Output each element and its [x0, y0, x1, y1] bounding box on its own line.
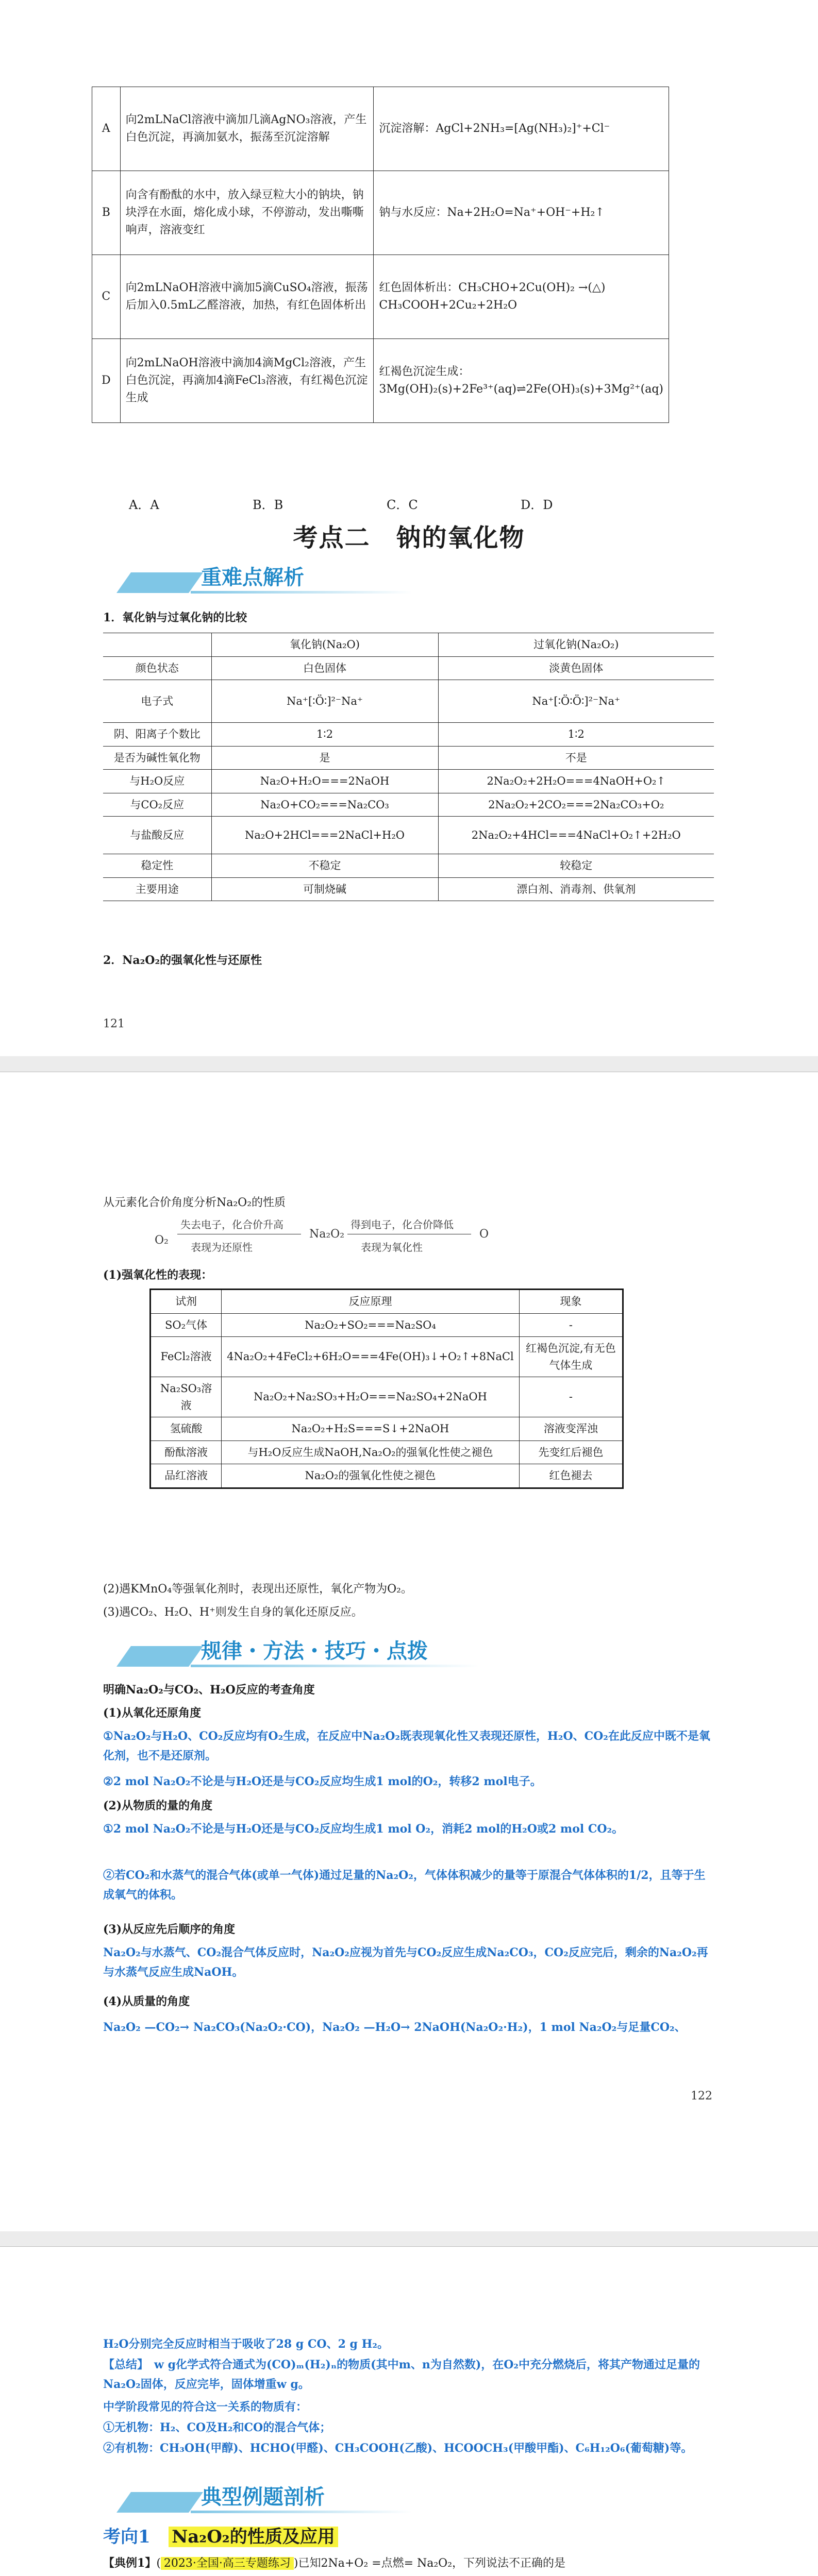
method-heading: (3)从反应先后顺序的角度	[103, 1923, 236, 1936]
principle-cell: Na₂O₂的强氧化性使之褪色	[222, 1464, 520, 1488]
principle-cell: Na₂O₂+Na₂SO₃+H₂O===Na₂SO₄+2NaOH	[222, 1377, 520, 1417]
page-1	[0, 0, 818, 1056]
row-label: C	[92, 255, 121, 339]
row-key: 是否为碱性氧化物	[103, 746, 211, 770]
row-label: D	[92, 339, 121, 423]
banner-title: 规律・方法・技巧・点拨	[201, 1639, 428, 1663]
cont-text: H₂O分别完全反应时相当于吸收了28 g CO、2 g H₂。	[103, 2337, 389, 2351]
paragraph: (3)遇CO₂、H₂O、H⁺则发生自身的氧化还原反应。	[103, 1606, 363, 1619]
table-row	[103, 854, 714, 878]
phenomenon-cell: -	[519, 1313, 623, 1337]
method-heading: (1)从氧化还原角度	[103, 1706, 202, 1720]
reagent-cell: 品红溶液	[151, 1464, 222, 1488]
method-heading: (2)从物质的量的角度	[103, 1799, 213, 1812]
example-1: 【典例1】( 2023·全国·高三专题练习 )已知2Na+O₂ =点燃= Na₂O₂，下列说法不正确的是	[103, 2556, 566, 2570]
cell-na2o: 不稳定	[211, 854, 438, 878]
valence-scheme	[155, 1216, 515, 1258]
summary-text: 【总结】 w g化学式符合通式为(CO)ₘ(H₂)ₙ的物质(其中m、n为自然数)，在O₂中充分燃烧后，将其产物通过足量的Na₂O₂固体，反应完毕，固体增重w g。	[103, 2358, 700, 2391]
cell-na2o2: 漂白剂、消毒剂、供氧剂	[438, 877, 714, 901]
experiment-cell: 向2mLNaOH溶液中滴加4滴MgCl₂溶液，产生白色沉淀，再滴加4滴FeCl₃溶液，有红褐色沉淀生成	[120, 339, 374, 423]
method-text: ②若CO₂和水蒸气的混合气体(或单一气体)通过足量的Na₂O₂，气体体积减少的量等于原混合气体体积的1/2，且等于生成氧气的体积。	[103, 1869, 706, 1902]
table-header	[103, 633, 211, 657]
row-key: 稳定性	[103, 854, 211, 878]
table-row	[92, 255, 669, 339]
table-header: 试剂	[151, 1290, 222, 1314]
phenomenon-cell: 红褐色沉淀,有无色气体生成	[519, 1337, 623, 1377]
experiment-cell: 向2mLNaCl溶液中滴加几滴AgNO₃溶液，产生白色沉淀，再滴加氨水，振荡至沉淀溶解	[120, 87, 374, 171]
cell-na2o2: Na⁺[∶Ö∶Ö∶]²⁻Na⁺	[438, 680, 714, 723]
section-title: 考点二 钠的氧化物	[293, 523, 525, 552]
scheme-middle: Na₂O₂	[309, 1228, 345, 1241]
page-3	[0, 2246, 818, 2576]
reagent-cell: FeCl₂溶液	[151, 1337, 222, 1377]
row-key: 阴、阳离子个数比	[103, 723, 211, 747]
topic-heading	[103, 2522, 338, 2548]
cell-na2o: 是	[211, 746, 438, 770]
table-header: 氧化钠(Na₂O)	[211, 633, 438, 657]
reagent-cell: 氢硫酸	[151, 1417, 222, 1441]
page-number: 122	[691, 2090, 712, 2103]
intro-text: 从元素化合价角度分析Na₂O₂的性质	[103, 1196, 286, 1209]
topic-number: 考向1	[103, 2527, 151, 2547]
method-text: Na₂O₂与水蒸气、CO₂混合气体反应时，Na₂O₂应视为首先与CO₂反应生成Na₂CO₃，CO₂反应完后，剩余的Na₂O₂再与水蒸气反应生成NaOH。	[103, 1946, 708, 1979]
explanation-cell: 红色固体析出：CH₃CHO+2Cu(OH)₂ →(△) CH₃COOH+2Cu₂+2H₂O	[374, 255, 669, 339]
phenomenon-cell: 溶液变浑浊	[519, 1417, 623, 1441]
source-tag: 2023·全国·高三专题练习	[161, 2557, 294, 2570]
reagent-cell: Na₂SO₃溶液	[151, 1377, 222, 1417]
cell-na2o: 可制烧碱	[211, 877, 438, 901]
scheme-o2: O₂	[155, 1234, 169, 1247]
principle-cell: 4Na₂O₂+4FeCl₂+6H₂O===4Fe(OH)₃↓+O₂↑+8NaCl	[222, 1337, 520, 1377]
oxidation-table	[149, 1289, 624, 1489]
table-row	[92, 87, 669, 171]
cell-na2o2: 较稳定	[438, 854, 714, 878]
cell-na2o: 白色固体	[211, 656, 438, 680]
scheme-right-text2: 表现为氧化性	[361, 1241, 423, 1253]
cont-text: ①无机物：H₂、CO及H₂和CO的混合气体；	[103, 2421, 331, 2434]
cell-na2o2: 1∶2	[438, 723, 714, 747]
reagent-cell: 酚酞溶液	[151, 1440, 222, 1464]
examples-banner	[124, 2479, 412, 2515]
explanation-cell: 钠与水反应：Na+2H₂O=Na⁺+OH⁻+H₂↑	[374, 171, 669, 255]
experiment-table	[92, 87, 669, 423]
cell-na2o2: 2Na₂O₂+4HCl===4NaCl+O₂↑+2H₂O	[438, 817, 714, 854]
cell-na2o2: 2Na₂O₂+2CO₂===2Na₂CO₃+O₂	[438, 793, 714, 817]
subheading: 1．氧化钠与过氧化钠的比较	[103, 611, 247, 624]
row-key: 与盐酸反应	[103, 817, 211, 854]
cell-na2o: Na₂O+CO₂===Na₂CO₃	[211, 793, 438, 817]
cell-na2o: 1∶2	[211, 723, 438, 747]
table-row	[151, 1440, 623, 1464]
method-text: Na₂O₂ —CO₂→ Na₂CO₃(Na₂O₂·CO)，Na₂O₂ —H₂O→ 2NaOH(Na₂O₂·H₂)，1 mol Na₂O₂与足量CO₂、	[103, 2021, 686, 2034]
answer-option[interactable]: A．A	[129, 498, 159, 512]
scheme-left-text: 失去电子，化合价升高	[180, 1218, 283, 1231]
table-row	[103, 817, 714, 854]
cell-na2o: Na₂O+H₂O===2NaOH	[211, 770, 438, 793]
answer-option[interactable]: D．D	[521, 498, 553, 512]
row-key: 颜色状态	[103, 656, 211, 680]
scheme-o: O	[479, 1228, 489, 1241]
paragraph: (2)遇KMnO₄等强氧化剂时，表现出还原性，氧化产物为O₂。	[103, 1583, 413, 1596]
reagent-cell: SO₂气体	[151, 1313, 222, 1337]
row-label: A	[92, 87, 121, 171]
method-text: ①Na₂O₂与H₂O、CO₂反应均有O₂生成，在反应中Na₂O₂既表现氧化性又表现还原性，H₂O、CO₂在此反应中既不是氧化剂，也不是还原剂。	[103, 1730, 710, 1762]
example-label: 【典例1】	[103, 2556, 157, 2570]
principle-cell: Na₂O₂+H₂S===S↓+2NaOH	[222, 1417, 520, 1441]
method-title: 明确Na₂O₂与CO₂、H₂O反应的考查角度	[103, 1683, 315, 1697]
explanation-cell: 沉淀溶解：AgCl+2NH₃=[Ag(NH₃)₂]⁺+Cl⁻	[374, 87, 669, 171]
experiment-cell: 向含有酚酞的水中，放入绿豆粒大小的钠块，钠块浮在水面，熔化成小球，不停游动，发出嘶嘶响声，溶液变红	[120, 171, 374, 255]
table-row	[103, 793, 714, 817]
method-heading: (4)从质量的角度	[103, 1995, 190, 2008]
row-label: B	[92, 171, 121, 255]
table-row	[103, 656, 714, 680]
scheme-left-text2: 表现为还原性	[191, 1241, 253, 1253]
banner-title: 典型例题剖析	[201, 2485, 325, 2509]
table-header: 反应原理	[222, 1290, 520, 1314]
page-2	[0, 1072, 818, 2231]
row-key: 主要用途	[103, 877, 211, 901]
table-row	[151, 1313, 623, 1337]
row-key: 与H₂O反应	[103, 770, 211, 793]
cont-text: 中学阶段常见的符合这一关系的物质有：	[103, 2400, 308, 2414]
page-number: 121	[103, 1018, 125, 1030]
principle-cell: 与H₂O反应生成NaOH,Na₂O₂的强氧化性使之褪色	[222, 1440, 520, 1464]
table-row	[103, 877, 714, 901]
table-row	[103, 746, 714, 770]
principle-cell: Na₂O₂+SO₂===Na₂SO₄	[222, 1313, 520, 1337]
phenomenon-cell: -	[519, 1377, 623, 1417]
method-text: ①2 mol Na₂O₂不论是与H₂O还是与CO₂反应均生成1 mol O₂，消耗2 mol的H₂O或2 mol CO₂。	[103, 1822, 624, 1836]
explanation-cell: 红褐色沉淀生成：3Mg(OH)₂(s)+2Fe³⁺(aq)⇌2Fe(OH)₃(s)+3Mg²⁺(aq)	[374, 339, 669, 423]
question-text: 已知2Na+O₂ =点燃= Na₂O₂，下列说法不正确的是	[298, 2557, 566, 2570]
cell-na2o2: 不是	[438, 746, 714, 770]
cell-na2o: Na₂O+2HCl===2NaCl+H₂O	[211, 817, 438, 854]
table-header: 现象	[519, 1290, 623, 1314]
table-row	[151, 1464, 623, 1488]
oxide-compare-table	[103, 633, 714, 901]
table-row	[151, 1377, 623, 1417]
cell-na2o2: 2Na₂O₂+2H₂O===4NaOH+O₂↑	[438, 770, 714, 793]
cell-na2o2: 淡黄色固体	[438, 656, 714, 680]
table-row	[103, 770, 714, 793]
phenomenon-cell: 红色褪去	[519, 1464, 623, 1488]
topic-title: Na₂O₂的性质及应用	[169, 2527, 338, 2547]
experiment-cell: 向2mLNaOH溶液中滴加5滴CuSO₄溶液，振荡后加入0.5mL乙醛溶液，加热，有红色固体析出	[120, 255, 374, 339]
answer-option[interactable]: B．B	[253, 498, 283, 512]
tips-banner	[124, 1633, 485, 1669]
subheading: 2．Na₂O₂的强氧化性与还原性	[103, 954, 262, 967]
scheme-right-text: 得到电子，化合价降低	[350, 1218, 454, 1231]
table-row	[103, 680, 714, 723]
answer-option[interactable]: C．C	[387, 498, 418, 512]
table-row	[92, 171, 669, 255]
row-key: 与CO₂反应	[103, 793, 211, 817]
table-row	[103, 723, 714, 747]
method-text: ②2 mol Na₂O₂不论是与H₂O还是与CO₂反应均生成1 mol的O₂，转移2 mol电子。	[103, 1775, 542, 1788]
subheading: (1)强氧化性的表现：	[103, 1268, 213, 1282]
table-header: 过氧化钠(Na₂O₂)	[438, 633, 714, 657]
table-row	[92, 339, 669, 423]
cont-text: ②有机物：CH₃OH(甲醇)、HCHO(甲醛)、CH₃COOH(乙酸)、HCOOCH₃(甲酸甲酯)、C₆H₁₂O₆(葡萄糖)等。	[103, 2442, 693, 2455]
table-row	[151, 1417, 623, 1441]
section-banner	[124, 559, 412, 595]
table-row	[151, 1337, 623, 1377]
banner-title: 重难点解析	[201, 565, 304, 589]
cell-na2o: Na⁺[∶Ö∶]²⁻Na⁺	[211, 680, 438, 723]
phenomenon-cell: 先变红后褪色	[519, 1440, 623, 1464]
row-key: 电子式	[103, 680, 211, 723]
